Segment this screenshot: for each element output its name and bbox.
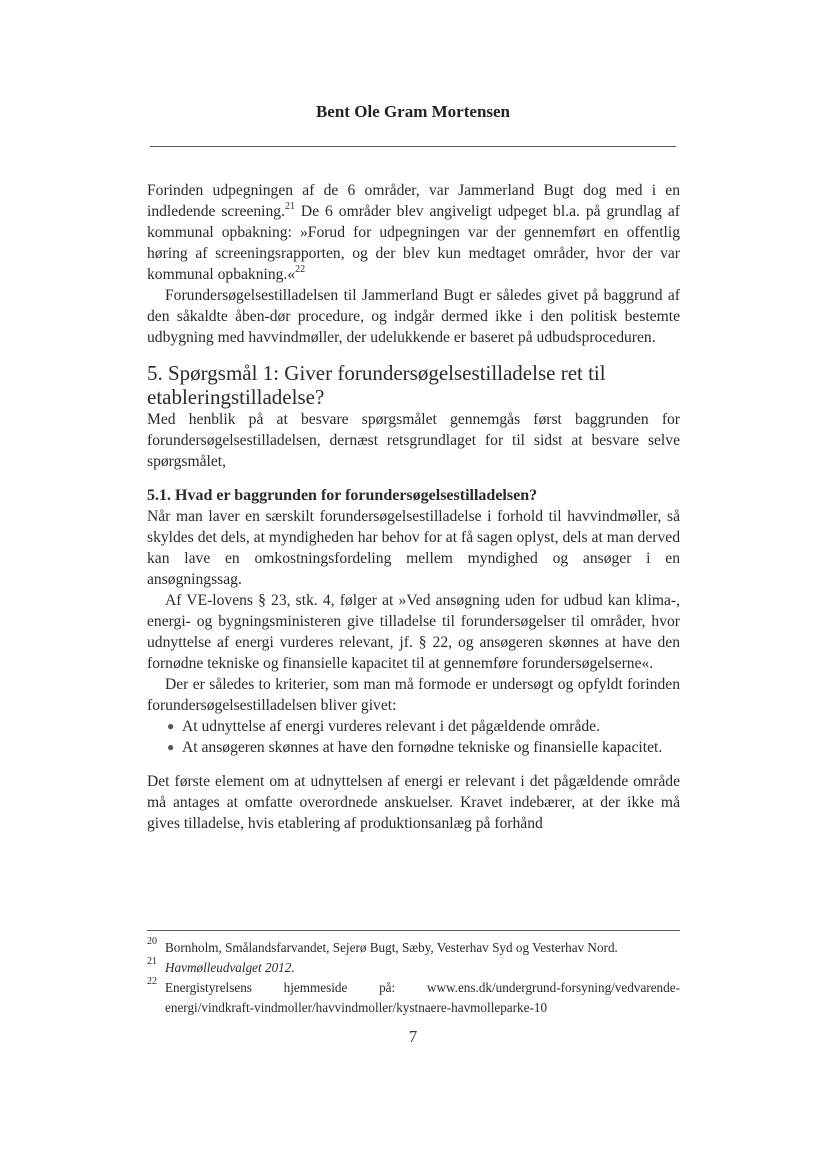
paragraph-1-part-a: Forinden udpegningen af de 6 områder, var Jammerland Bugt dog med i en indledende screening. [147, 182, 680, 220]
footnote-text: Energistyrelsens hjemmeside på: www.ens.dk/undergrund-forsyning/vedvarende-energi/vindkraft-vindmoller/havvindmoller/kystnaere-havmolleparke-10 [165, 980, 680, 1015]
spacer [147, 758, 680, 771]
footnote-ref-22: 22 [295, 263, 306, 275]
footnotes [147, 938, 680, 1018]
paragraph-6: Der er således to kriterier, som man må formode er undersøgt og opfyldt forinden forundersøgelsestilladelsen bliver givet: [147, 676, 680, 714]
page-number: 7 [408, 1027, 418, 1046]
list-item-text: At ansøgeren skønnes at have den fornødne tekniske og finansielle kapacitet. [182, 739, 663, 756]
paragraph-7: Det første element om at udnyttelsen af energi er relevant i det pågældende område må antages at omfatte overordnede anskuelser. Kravet indebærer, at der ikke må gives tilladelse, hvis etablering af produktionsanlæg på forhånd [147, 773, 680, 832]
paragraph-2: Forundersøgelsestilladelsen til Jammerland Bugt er således givet på baggrund af den såkaldte åben-dør procedure, og indgår dermed ikke i den politisk bestemte udbygning med havvindmøller, der udelukkende er baseret på udbudsproceduren. [147, 287, 680, 346]
footnote-21 [147, 958, 680, 978]
footnote-number: 22 [147, 976, 157, 987]
footnote-number: 20 [147, 936, 157, 947]
footnote-rule [147, 930, 680, 931]
paragraph-1-part-b: De 6 områder blev angiveligt udpeget bl.a. på grundlag af kommunal opbakning: »Forud for udpegningen var der gennemført en offentlig høring af screeningsrapporten, og der blev kun medtaget områder, hvor der var kommunal opbakning.« [147, 203, 680, 283]
footnote-22 [147, 978, 680, 1018]
paragraph-5: Af VE-lovens § 23, stk. 4, følger at »Ved ansøgning uden for udbud kan klima-, energi- og bygningsministeren give tilladelse til forundersøgelser til områder, hvor udnyttelse af energi vurderes relevant, jf. § 22, og ansøgeren skønnes at have den fornødne tekniske og finansielle kapacitet til at gennemføre forundersøgelserne«. [147, 592, 680, 672]
criteria-list [147, 716, 680, 758]
spacer [147, 472, 680, 485]
running-header: Bent Ole Gram Mortensen [315, 102, 511, 121]
list-item [147, 737, 680, 758]
paragraph-3: Med henblik på at besvare spørgsmålet gennemgås først baggrunden for forundersøgelsestilladelsen, dernæst retsgrundlaget for til sidst at besvare selve spørgsmålet, [147, 411, 680, 470]
list-item-text: At udnyttelse af energi vurderes relevant i det pågældende område. [182, 718, 600, 735]
list-item [147, 716, 680, 737]
footnote-20 [147, 938, 680, 958]
footnote-text: Bornholm, Smålandsfarvandet, Sejerø Bugt, Sæby, Vesterhav Syd og Vesterhav Nord. [165, 940, 618, 955]
footnote-ref-21: 21 [285, 200, 295, 212]
section-5-heading: 5. Spørgsmål 1: Giver forundersøgelsestilladelse ret til etableringstilladelse? [147, 361, 606, 409]
bullet-icon: ● [167, 719, 175, 733]
body-text [147, 180, 680, 834]
section-5-1-heading: 5.1. Hvad er baggrunden for forundersøgelsestilladelsen? [147, 487, 538, 504]
bullet-icon: ● [167, 740, 175, 754]
footnote-text: Havmølleudvalget 2012. [165, 960, 295, 975]
paragraph-1 [147, 180, 680, 285]
header-rule [150, 146, 676, 147]
spacer [147, 348, 680, 361]
footnote-number: 21 [147, 956, 157, 967]
paragraph-4: Når man laver en særskilt forundersøgelsestilladelse i forhold til havvindmøller, så skyldes det dels, at myndigheden har behov for at få sagen oplyst, dels at man derved kan lave en omkostningsfordeling mellem myndighed og ansøger i en ansøgningssag. [147, 508, 680, 588]
